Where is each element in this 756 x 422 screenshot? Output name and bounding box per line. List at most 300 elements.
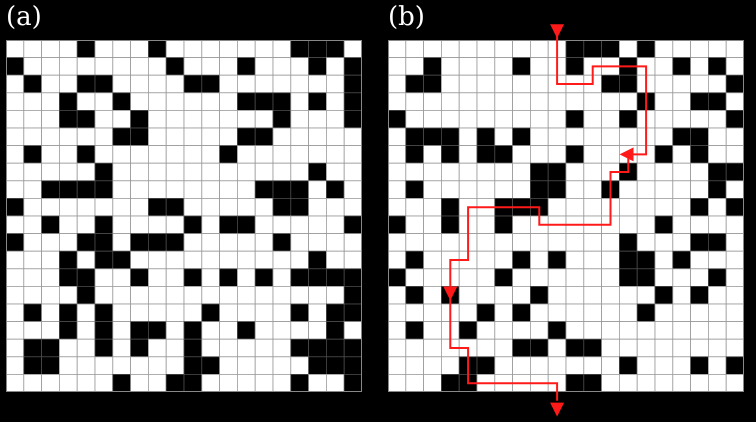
grid-b-cell-empty [459, 146, 477, 164]
grid-b-cell-empty [530, 146, 548, 164]
grid-b-cell-occupied [459, 357, 477, 375]
grid-b-cell-empty [495, 128, 513, 146]
grid-b-cell-empty [619, 146, 637, 164]
grid-a-cell-empty [59, 339, 77, 357]
grid-a-cell-empty [166, 75, 184, 93]
grid-b-cell-empty [708, 339, 726, 357]
grid-a-cell-empty [220, 339, 238, 357]
grid-a-cell-occupied [326, 40, 344, 58]
grid-b-cell-empty [673, 357, 691, 375]
grid-b-cell-empty [584, 304, 602, 322]
grid-b-cell-empty [459, 93, 477, 111]
grid-b-cell-empty [708, 216, 726, 234]
grid-a-cell-empty [237, 110, 255, 128]
grid-b-cell-empty [655, 75, 673, 93]
grid-a-cell-empty [255, 216, 273, 234]
grid-b-cell-empty [566, 322, 584, 340]
grid-a-cell-empty [291, 322, 309, 340]
grid-b-cell-occupied [619, 75, 637, 93]
grid-a-cell-empty [148, 110, 166, 128]
grid-a-cell-empty [113, 339, 131, 357]
grid-a-cell-empty [42, 286, 60, 304]
grid-a-cell-occupied [326, 304, 344, 322]
grid-b-cell-occupied [566, 146, 584, 164]
grid-b-cell-empty [584, 181, 602, 199]
grid-b-cell-empty [459, 304, 477, 322]
grid-b-cell-empty [691, 251, 709, 269]
grid-b-cell-empty [584, 286, 602, 304]
grid-a-cell-empty [113, 40, 131, 58]
grid-b-cell-empty [602, 146, 620, 164]
grid-a-cell-empty [237, 286, 255, 304]
grid-b-cell-empty [655, 110, 673, 128]
grid-a-cell-empty [309, 286, 327, 304]
grid-b-cell-empty [673, 216, 691, 234]
grid-b-cell-empty [530, 322, 548, 340]
grid-a-cell-occupied [309, 40, 327, 58]
grid-a-cell-occupied [344, 357, 362, 375]
grid-b-cell-empty [530, 110, 548, 128]
grid-b-cell-empty [495, 374, 513, 392]
grid-b-cell-empty [513, 286, 531, 304]
grid-a-cell-empty [59, 128, 77, 146]
grid-a-cell-empty [344, 128, 362, 146]
grid-a-cell-empty [202, 146, 220, 164]
grid-b-cell-empty [708, 128, 726, 146]
grid-a-cell-empty [95, 269, 113, 287]
grid-b-cell-empty [548, 304, 566, 322]
grid-a-cell-empty [148, 216, 166, 234]
grid-a-cell-occupied [237, 58, 255, 76]
grid-b-cell-empty [424, 198, 442, 216]
grid-b-cell-empty [584, 163, 602, 181]
grid-a-cell-empty [148, 146, 166, 164]
grid-a-cell-empty [42, 75, 60, 93]
grid-a-cell-occupied [344, 216, 362, 234]
grid-a-cell-occupied [309, 251, 327, 269]
grid-b-cell-empty [459, 251, 477, 269]
grid-a-cell-empty [291, 251, 309, 269]
grid-a-cell-occupied [24, 357, 42, 375]
grid-b-cell-empty [388, 251, 406, 269]
grid-b-cell-empty [708, 40, 726, 58]
grid-a-cell-occupied [131, 110, 149, 128]
grid-b-cell-empty [673, 339, 691, 357]
grid-b-cell-empty [441, 322, 459, 340]
grid-a-cell-empty [326, 234, 344, 252]
grid-b-cell-empty [548, 374, 566, 392]
grid-a-cell-occupied [237, 322, 255, 340]
grid-b-cell-occupied [530, 198, 548, 216]
grid-b-cell-empty [548, 110, 566, 128]
grid-b-cell-empty [477, 216, 495, 234]
grid-a-cell-empty [220, 128, 238, 146]
grid-a-cell-occupied [344, 374, 362, 392]
grid-a-cell-occupied [184, 75, 202, 93]
grid-a-cell-occupied [113, 251, 131, 269]
grid-a-cell-occupied [202, 75, 220, 93]
grid-a-cell-empty [24, 198, 42, 216]
grid-b-cell-empty [388, 286, 406, 304]
grid-a-cell-occupied [131, 322, 149, 340]
grid-a-cell-empty [202, 128, 220, 146]
grid-b-cell-empty [441, 75, 459, 93]
grid-a-cell-empty [148, 286, 166, 304]
grid-b-cell-occupied [691, 357, 709, 375]
grid-b-cell-empty [566, 269, 584, 287]
grid-a-cell-empty [255, 163, 273, 181]
grid-a-cell-empty [24, 322, 42, 340]
grid-a-cell-occupied [344, 269, 362, 287]
grid-b-cell-empty [495, 286, 513, 304]
grid-b-cell-empty [584, 269, 602, 287]
grid-b-cell-empty [691, 374, 709, 392]
grid-b-cell-empty [459, 128, 477, 146]
grid-a-cell-occupied [95, 216, 113, 234]
grid-b-cell-empty [708, 146, 726, 164]
grid-a-cell-occupied [184, 216, 202, 234]
grid-a-cell-occupied [291, 198, 309, 216]
grid-a-cell-empty [6, 322, 24, 340]
grid-a-cell-empty [273, 304, 291, 322]
grid-a-cell-empty [309, 304, 327, 322]
grid-b-cell-occupied [673, 58, 691, 76]
grid-b-cell-empty [388, 163, 406, 181]
grid-a-cell-empty [184, 234, 202, 252]
grid-b-cell-occupied [637, 304, 655, 322]
grid-b-cell-occupied [637, 93, 655, 111]
grid-a-cell-empty [113, 234, 131, 252]
grid-a-cell-empty [202, 163, 220, 181]
grid-a-cell-occupied [95, 304, 113, 322]
grid-a-cell-empty [202, 110, 220, 128]
grid-a-cell-empty [131, 93, 149, 111]
grid-b-cell-empty [477, 374, 495, 392]
grid-a-cell-empty [42, 163, 60, 181]
grid-b-cell-occupied [726, 75, 744, 93]
grid-a-cell-empty [42, 146, 60, 164]
grid-a-cell-empty [113, 110, 131, 128]
grid-b-cell-occupied [708, 181, 726, 199]
grid-b-cell-occupied [441, 286, 459, 304]
grid-b-cell-empty [495, 58, 513, 76]
grid-b-cell-empty [495, 304, 513, 322]
grid-a-cell-occupied [95, 75, 113, 93]
grid-a-cell-empty [95, 128, 113, 146]
grid-b-cell-empty [513, 181, 531, 199]
grid-b-cell-empty [691, 216, 709, 234]
grid-a-cell-occupied [309, 93, 327, 111]
grid-b-cell-occupied [584, 339, 602, 357]
grid-b-cell-empty [708, 322, 726, 340]
grid-a-cell-occupied [6, 234, 24, 252]
grid-a-cell-empty [291, 58, 309, 76]
grid-b-cell-empty [673, 374, 691, 392]
grid-a-cell-occupied [344, 58, 362, 76]
grid-b-cell-occupied [602, 40, 620, 58]
grid-b-cell-occupied [637, 40, 655, 58]
grid-b-cell-occupied [655, 146, 673, 164]
grid-b-cell-empty [673, 181, 691, 199]
grid-a-cell-empty [131, 216, 149, 234]
grid-a-cell-occupied [220, 146, 238, 164]
grid-b-cell-empty [424, 374, 442, 392]
grid-a-cell-empty [220, 75, 238, 93]
grid-a-cell-empty [77, 304, 95, 322]
grid-a-cell-empty [95, 198, 113, 216]
grid-a-cell-empty [202, 234, 220, 252]
grid-b-cell-occupied [495, 146, 513, 164]
grid-b-cell-empty [726, 93, 744, 111]
grid-a-cell-empty [273, 286, 291, 304]
grid-a-cell-occupied [24, 304, 42, 322]
grid-a-cell-empty [6, 216, 24, 234]
grid-a-cell-empty [184, 304, 202, 322]
grid-a-cell-empty [148, 357, 166, 375]
grid-b-cell-empty [459, 286, 477, 304]
grid-a-cell-empty [255, 234, 273, 252]
grid-a-cell-empty [273, 40, 291, 58]
grid-a-cell-empty [77, 251, 95, 269]
grid-a-cell-empty [77, 198, 95, 216]
grid-a-cell-occupied [344, 286, 362, 304]
grid-a-cell-empty [42, 269, 60, 287]
grid-a-cell-empty [166, 304, 184, 322]
grid-b-cell-occupied [726, 110, 744, 128]
grid-a-cell-empty [309, 322, 327, 340]
grid-b-cell-occupied [441, 128, 459, 146]
grid-b-cell-empty [513, 216, 531, 234]
grid-a-cell-empty [131, 58, 149, 76]
grid-a-cell-empty [326, 110, 344, 128]
grid-b-cell-empty [691, 304, 709, 322]
grid-b-cell-empty [584, 75, 602, 93]
grid-a-cell-empty [309, 75, 327, 93]
grid-a-cell-empty [326, 75, 344, 93]
grid-a-cell-empty [255, 198, 273, 216]
grid-a-cell-empty [113, 304, 131, 322]
grid-b-cell-empty [530, 58, 548, 76]
grid-b-cell-occupied [530, 163, 548, 181]
grid-b-cell-empty [495, 234, 513, 252]
grid-a-cell-empty [148, 251, 166, 269]
grid-b-cell-occupied [584, 40, 602, 58]
grid-a-cell-occupied [42, 357, 60, 375]
grid-b-cell-empty [584, 322, 602, 340]
grid-b-cell-occupied [619, 234, 637, 252]
grid-b-cell-empty [637, 234, 655, 252]
grid-b-cell-occupied [548, 322, 566, 340]
grid-b-cell-empty [459, 234, 477, 252]
grid-b-cell-empty [477, 269, 495, 287]
grid-a-cell-empty [148, 58, 166, 76]
grid-a-cell-empty [202, 269, 220, 287]
grid-a-cell-occupied [166, 234, 184, 252]
grid-a-cell-empty [273, 374, 291, 392]
grid-a-cell-empty [291, 146, 309, 164]
grid-a-cell-occupied [309, 163, 327, 181]
grid-a-cell-empty [291, 234, 309, 252]
grid-b-cell-empty [495, 251, 513, 269]
grid-a-cell-empty [184, 58, 202, 76]
grid-b-cell-empty [441, 163, 459, 181]
grid-b-cell-empty [602, 304, 620, 322]
grid-b-cell-empty [691, 339, 709, 357]
grid-a-cell-empty [220, 58, 238, 76]
grid-a-cell-empty [184, 93, 202, 111]
grid-a-cell-occupied [237, 216, 255, 234]
grid-a-cell-empty [95, 110, 113, 128]
grid-a-cell-empty [113, 58, 131, 76]
grid-a-cell-empty [291, 163, 309, 181]
grid-b-cell-occupied [424, 58, 442, 76]
path-arrow-down-icon [550, 24, 564, 38]
grid-b-cell-empty [566, 286, 584, 304]
grid-b-cell-empty [495, 322, 513, 340]
grid-a-cell-occupied [131, 269, 149, 287]
grid-b-cell-empty [530, 304, 548, 322]
grid-a-cell-empty [24, 216, 42, 234]
grid-a-cell-occupied [24, 146, 42, 164]
grid-a-cell-empty [166, 216, 184, 234]
grid-a-cell-occupied [59, 251, 77, 269]
grid-b-cell-empty [655, 40, 673, 58]
grid-b-cell-empty [566, 234, 584, 252]
grid-a-cell-empty [6, 357, 24, 375]
grid-a-cell-empty [237, 181, 255, 199]
grid-b-cell-empty [673, 163, 691, 181]
grid-a-cell-occupied [255, 269, 273, 287]
grid-a-cell-empty [326, 251, 344, 269]
grid-b-cell-empty [584, 146, 602, 164]
grid-b-cell-occupied [388, 269, 406, 287]
grid-a-cell-empty [273, 163, 291, 181]
grid-b-cell-empty [406, 216, 424, 234]
grid-a-cell-occupied [77, 146, 95, 164]
grid-a-cell-empty [184, 286, 202, 304]
grid-b-cell-occupied [708, 93, 726, 111]
grid-a-cell-empty [59, 198, 77, 216]
grid-b-cell-empty [655, 163, 673, 181]
grid-a-cell-empty [291, 110, 309, 128]
grid-a-cell-occupied [77, 234, 95, 252]
grid-a-cell-empty [237, 234, 255, 252]
grid-b-cell-empty [637, 322, 655, 340]
grid-b-cell-empty [388, 40, 406, 58]
grid-b-cell-empty [708, 75, 726, 93]
grid-a-cell-empty [166, 322, 184, 340]
grid-b-cell-occupied [673, 128, 691, 146]
grid-a-cell-empty [184, 128, 202, 146]
grid-b-cell-empty [424, 251, 442, 269]
grid-a-cell-occupied [255, 93, 273, 111]
grid-a-cell-occupied [326, 357, 344, 375]
grid-b-cell-empty [441, 40, 459, 58]
grid-b-cell-empty [637, 128, 655, 146]
grid-a-cell-empty [273, 322, 291, 340]
grid-b-cell-empty [530, 93, 548, 111]
grid-b-cell-occupied [548, 251, 566, 269]
grid-a-cell-occupied [6, 198, 24, 216]
grid-a-cell-empty [59, 40, 77, 58]
grid-a-cell-occupied [166, 198, 184, 216]
grid-b-cell-empty [406, 304, 424, 322]
grid-b-cell-empty [619, 198, 637, 216]
grid-a-cell-occupied [255, 128, 273, 146]
grid-a-cell-empty [113, 198, 131, 216]
grid-b-cell-empty [495, 40, 513, 58]
grid-b-cell-occupied [673, 251, 691, 269]
grid-a-cell-occupied [148, 322, 166, 340]
grid-a-cell-empty [255, 357, 273, 375]
grid-b-cell-empty [530, 75, 548, 93]
grid-b-cell-empty [548, 216, 566, 234]
grid-b-cell-empty [406, 339, 424, 357]
grid-b-cell-occupied [619, 357, 637, 375]
grid-b-cell-empty [424, 357, 442, 375]
grid-a-cell-empty [148, 163, 166, 181]
grid-b-cell-empty [602, 110, 620, 128]
grid-b-cell-occupied [406, 251, 424, 269]
grid-a-cell-empty [77, 216, 95, 234]
panel-a-label: (a) [6, 2, 42, 32]
grid-a-cell-empty [113, 163, 131, 181]
grid-a-cell-empty [273, 251, 291, 269]
grid-b-cell-empty [691, 75, 709, 93]
grid-b-cell-empty [584, 357, 602, 375]
grid-b-cell-empty [655, 339, 673, 357]
grid-b-cell-empty [637, 163, 655, 181]
grid-b-cell-empty [388, 93, 406, 111]
grid-a-cell-empty [113, 286, 131, 304]
grid-b-cell-empty [602, 339, 620, 357]
grid-b-cell-empty [513, 374, 531, 392]
grid-b-cell-empty [530, 234, 548, 252]
grid-a-cell-empty [237, 198, 255, 216]
grid-a-cell-empty [24, 234, 42, 252]
grid-a-cell-empty [220, 304, 238, 322]
grid-a-cell-empty [202, 198, 220, 216]
grid-a-cell-empty [24, 163, 42, 181]
grid-b-cell-empty [406, 163, 424, 181]
grid-b-cell-empty [655, 251, 673, 269]
grid-b-cell-empty [673, 93, 691, 111]
grid-b-cell-empty [708, 286, 726, 304]
grid-a-cell-empty [95, 40, 113, 58]
grid-a-cell-empty [291, 286, 309, 304]
grid-b-cell-empty [406, 40, 424, 58]
grid-b-cell-occupied [513, 251, 531, 269]
grid-a-cell-empty [309, 374, 327, 392]
grid-a-cell-occupied [42, 216, 60, 234]
grid-b-cell-empty [673, 75, 691, 93]
grid-b-cell-empty [406, 357, 424, 375]
grid-b-cell-empty [637, 198, 655, 216]
grid-a-cell-empty [237, 251, 255, 269]
grid-a-cell-empty [113, 181, 131, 199]
grid-b-cell-occupied [388, 216, 406, 234]
grid-a-cell-occupied [291, 304, 309, 322]
grid-b-cell-empty [619, 304, 637, 322]
grid-a-cell-occupied [131, 128, 149, 146]
grid-b-cell-empty [566, 93, 584, 111]
grid-b-cell-occupied [691, 286, 709, 304]
grid-b-cell-empty [566, 357, 584, 375]
grid-b-cell-empty [459, 58, 477, 76]
grid-a-cell-empty [6, 110, 24, 128]
grid-a-cell-empty [131, 163, 149, 181]
grid-b-cell-occupied [726, 198, 744, 216]
